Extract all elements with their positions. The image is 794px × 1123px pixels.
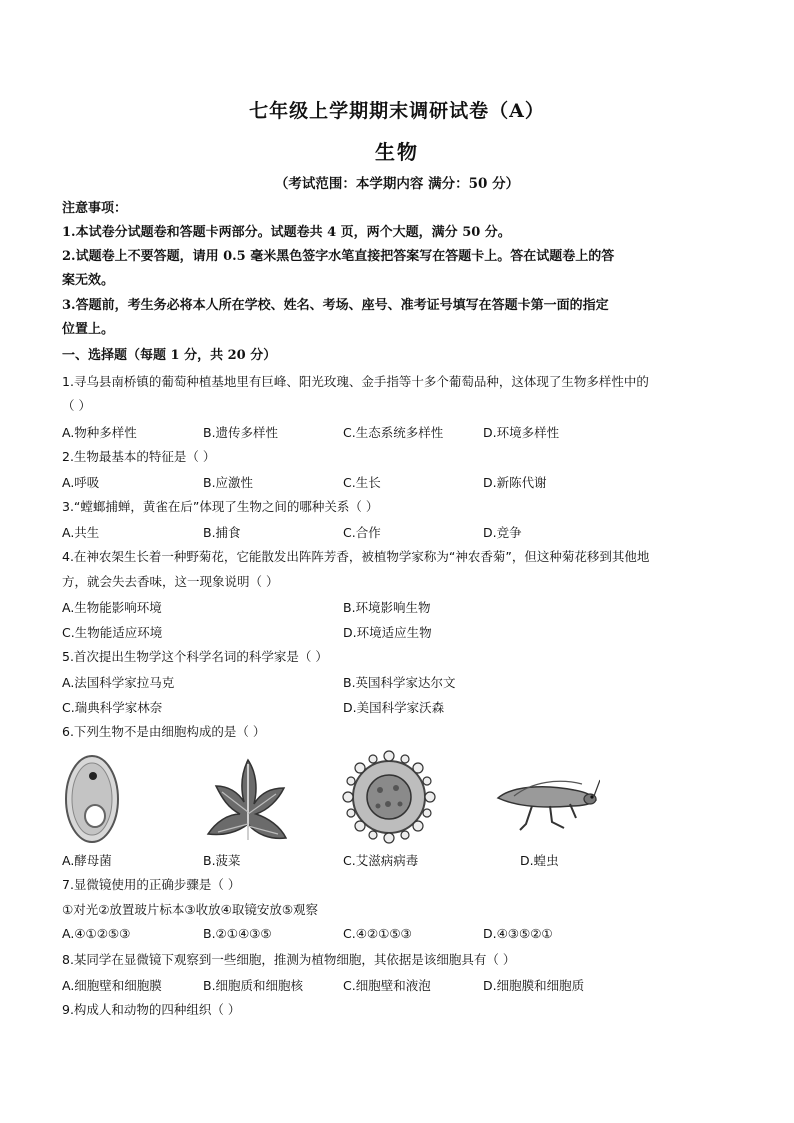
q3-option-c: C.合作 [343, 525, 381, 540]
q1-option-a: A.物种多样性 [62, 425, 137, 440]
q6-option-d: D.蝗虫 [520, 853, 559, 868]
q3-option-b: B.捕食 [203, 525, 241, 540]
q9-stem: 9.构成人和动物的四种组织（ ） [62, 1002, 241, 1017]
q1-option-c: C.生态系统多样性 [343, 425, 444, 440]
q7-steps: ①对光②放置玻片标本③收放④取镜安放⑤观察 [62, 902, 319, 917]
q1-option-b: B.遗传多样性 [203, 425, 279, 440]
note-2-line-2: 案无效。 [62, 273, 115, 288]
q7-stem: 7.显微镜使用的正确步骤是（ ） [62, 877, 241, 892]
note-3-line-2: 位置上。 [62, 322, 115, 337]
q8-stem: 8.某同学在显微镜下观察到一些细胞，推测为植物细胞，其依据是该细胞具有（ ） [62, 952, 516, 967]
note-3-line-1: 3.答题前，考生务必将本人所在学校、姓名、考场、座号、准考证号填写在答题卡第一面的指定 [62, 298, 609, 313]
q6-option-b: B.菠菜 [203, 853, 241, 868]
q3-option-a: A.共生 [62, 525, 100, 540]
q8-option-c: C.细胞壁和液泡 [343, 978, 431, 993]
q6-option-c: C.艾滋病病毒 [343, 853, 419, 868]
q2-option-b: B.应激性 [203, 475, 254, 490]
exam-subject: 生物 [375, 140, 419, 164]
exam-scope: （考试范围：本学期内容 满分：50 分） [274, 176, 520, 192]
note-2-line-1: 2.试题卷上不要答题，请用 0.5 毫米黑色签字水笔直接把答案写在答题卡上。答在试题卷上的答 [62, 249, 615, 264]
q8-option-a: A.细胞壁和细胞膜 [62, 978, 162, 993]
notes-heading: 注意事项： [62, 201, 128, 216]
q4-option-a: A.生物能影响环境 [62, 600, 162, 615]
q5-option-a: A.法国科学家拉马克 [62, 675, 175, 690]
q8-option-b: B.细胞质和细胞核 [203, 978, 304, 993]
q7-option-b: B.②①④③⑤ [203, 926, 272, 941]
q4-option-c: C.生物能适应环境 [62, 625, 163, 640]
q4-option-d: D.环境适应生物 [343, 625, 432, 640]
q3-option-d: D.竞争 [483, 525, 522, 540]
section-1-heading: 一、选择题（每题 1 分，共 20 分） [62, 348, 277, 363]
q4-option-b: B.环境影响生物 [343, 600, 431, 615]
q2-option-c: C.生长 [343, 475, 381, 490]
q4-stem-line-1: 4.在神农架生长着一种野菊花，它能散发出阵阵芳香，被植物学家称为“神农香菊”，但这种菊花移到其他地 [62, 549, 650, 564]
q3-stem: 3.“螳螂捕蝉，黄雀在后”体现了生物之间的哪种关系（ ） [62, 499, 379, 514]
q5-stem: 5.首次提出生物学这个科学名词的科学家是（ ） [62, 649, 328, 664]
q8-option-d: D.细胞膜和细胞质 [483, 978, 585, 993]
q2-option-d: D.新陈代谢 [483, 475, 547, 490]
q5-option-b: B.英国科学家达尔文 [343, 675, 456, 690]
q4-stem-line-2: 方，就会失去香味，这一现象说明（ ） [62, 574, 279, 589]
q6-stem: 6.下列生物不是由细胞构成的是（ ） [62, 724, 266, 739]
q7-option-c: C.④②①⑤③ [343, 926, 412, 941]
locust-image [492, 772, 600, 836]
q6-option-a: A.酵母菌 [62, 853, 112, 868]
yeast-image [62, 752, 122, 846]
exam-title: 七年级上学期期末调研试卷（A） [249, 100, 545, 122]
q1-stem-line-2: （ ） [62, 398, 91, 413]
q1-stem-line-1: 1.寻乌县南桥镇的葡萄种植基地里有巨峰、阳光玫瑰、金手指等十多个葡萄品种，这体现了生物多样性中的 [62, 374, 649, 389]
note-1: 1.本试卷分试题卷和答题卡两部分。试题卷共 4 页，两个大题，满分 50 分。 [62, 225, 511, 240]
q2-stem: 2.生物最基本的特征是（ ） [62, 449, 216, 464]
hiv-virus-image [340, 748, 438, 846]
q7-option-a: A.④①②⑤③ [62, 926, 131, 941]
q1-option-d: D.环境多样性 [483, 425, 560, 440]
q2-option-a: A.呼吸 [62, 475, 100, 490]
q7-option-d: D.④③⑤②① [483, 926, 553, 941]
q5-option-d: D.美国科学家沃森 [343, 700, 445, 715]
spinach-image [198, 752, 298, 846]
q5-option-c: C.瑞典科学家林奈 [62, 700, 163, 715]
